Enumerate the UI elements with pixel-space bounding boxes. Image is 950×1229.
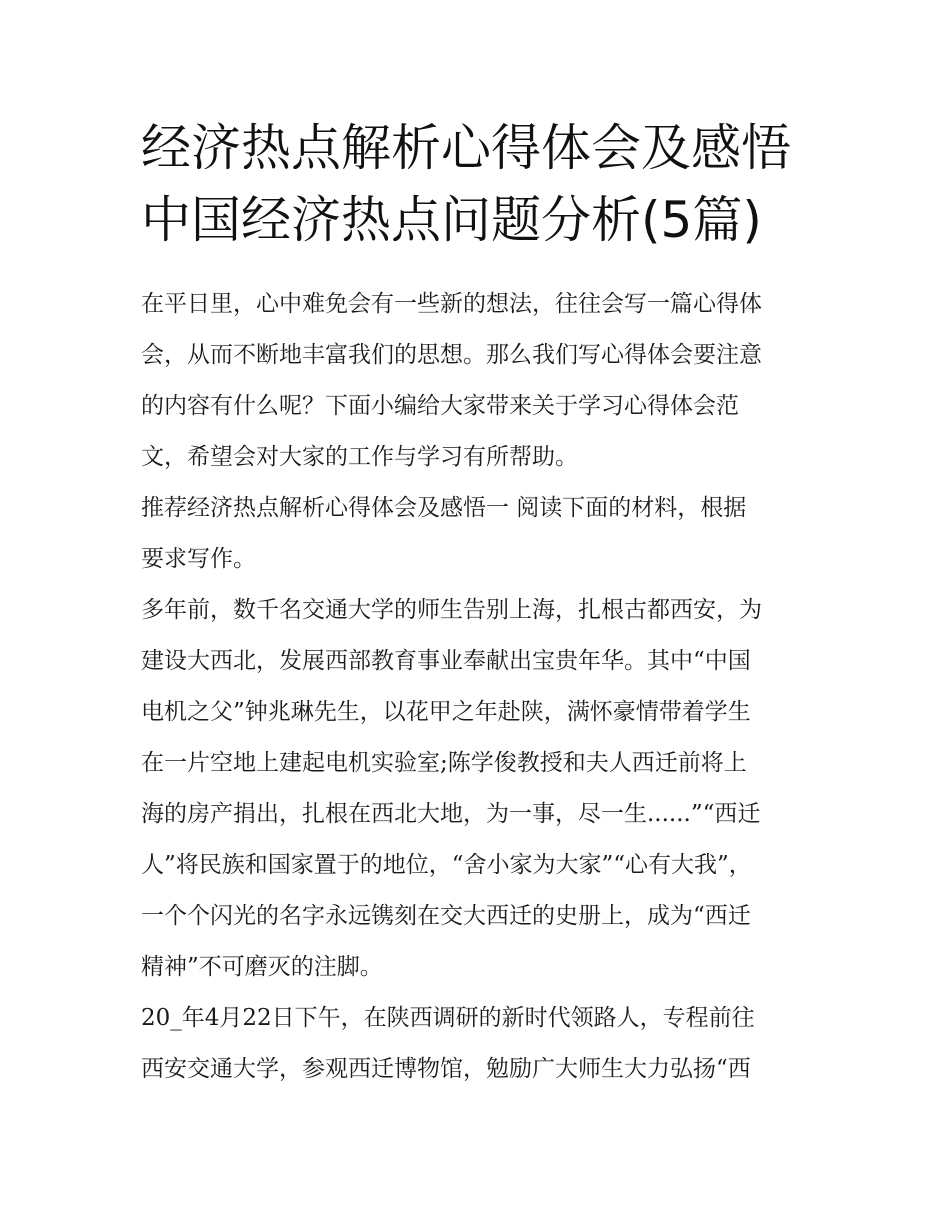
title-line: 经济热点解析心得体会及感悟 — [141, 119, 791, 177]
paragraph-visit — [141, 993, 813, 1095]
text-line: 电机之父”钟兆琳先生，以花甲之年赴陕，满怀豪情带着学生 — [141, 699, 751, 725]
text-line: 会，从而不断地丰富我们的思想。那么我们写心得体会要注意 — [141, 342, 762, 368]
text-line: 推荐经济热点解析心得体会及感悟一 阅读下面的材料，根据 — [141, 495, 747, 521]
text-line: 多年前，数千名交通大学的师生告别上海，扎根古都西安，为 — [141, 597, 762, 623]
document-title — [141, 112, 841, 256]
text-line: 精神”不可磨灭的注脚。 — [141, 954, 383, 980]
paragraph-intro — [141, 279, 813, 483]
text-line: 西安交通大学，参观西迁博物馆，勉励广大师生大力弘扬“西 — [141, 1056, 751, 1082]
text-line: 20_年4月22日下午，在陕西调研的新时代领路人，专程前往 — [141, 1005, 755, 1031]
text-line: 要求写作。 — [141, 546, 256, 572]
paragraph-recommend — [141, 483, 813, 585]
title-line: 中国经济热点问题分析(5篇) — [141, 191, 762, 249]
text-line: 文，希望会对大家的工作与学习有所帮助。 — [141, 444, 578, 470]
text-line: 海的房产捐出，扎根在西北大地，为一事，尽一生......”“西迁 — [141, 801, 761, 827]
text-line: 在平日里，心中难免会有一些新的想法，往往会写一篇心得体 — [141, 291, 762, 317]
paragraph-history — [141, 585, 813, 993]
text-line: 人”将民族和国家置于的地位，“舍小家为大家”“心有大我”， — [141, 852, 752, 878]
text-line: 一个个闪光的名字永远镌刻在交大西迁的史册上，成为“西迁 — [141, 903, 751, 929]
text-line: 建设大西北，发展西部教育事业奉献出宝贵年华。其中“中国 — [141, 648, 751, 674]
text-line: 在一片空地上建起电机实验室;陈学俊教授和夫人西迁前将上 — [141, 750, 747, 776]
text-line: 的内容有什么呢？下面小编给大家带来关于学习心得体会范 — [141, 393, 739, 419]
document-body — [141, 279, 813, 1095]
